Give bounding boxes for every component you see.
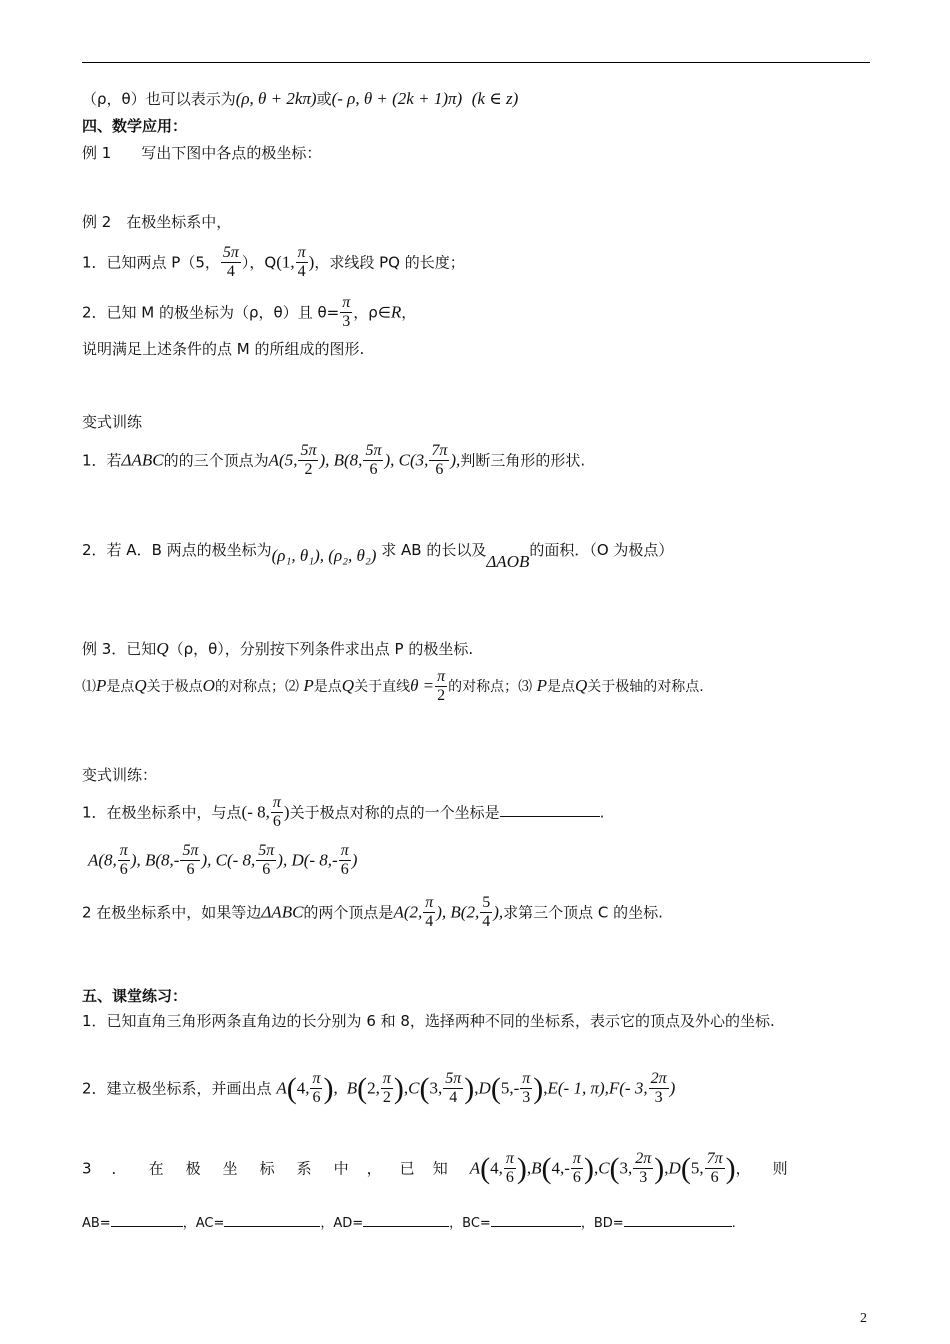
formula: Q xyxy=(575,675,588,695)
text: ，AD= xyxy=(320,1216,364,1231)
formula: ), B(8, xyxy=(319,450,363,470)
numerator: π xyxy=(340,294,352,313)
paren: ( xyxy=(541,1151,552,1185)
formula: Q xyxy=(341,675,355,695)
fraction xyxy=(180,842,200,880)
text: ⑵ xyxy=(284,678,299,695)
fraction xyxy=(480,894,492,932)
formula: ), xyxy=(450,450,461,470)
answer-blank-bd[interactable] xyxy=(624,1212,732,1227)
denominator: 6 xyxy=(340,861,349,879)
option-a: A(8, xyxy=(88,850,117,870)
text: 2．建立极坐标系，并画出点 xyxy=(82,1079,272,1098)
text: 坐 xyxy=(222,1159,238,1178)
answer-blank-ac[interactable] xyxy=(224,1212,320,1227)
formula: ), xyxy=(493,902,504,922)
fraction xyxy=(340,294,352,332)
practice-2: 2．建立极坐标系，并画出点 A(4, $\frac{\pi}{6}$ ), B(2, $\frac{\pi}{2}$ ),C(3, $\frac{5\pi}{4}$ ),D(5,- $\frac{\pi}{3}$ ),E(- 1, π),F(- 3, $\frac{2\pi}{3}$ ) xyxy=(82,1070,676,1107)
fraction xyxy=(271,794,283,832)
text: ， xyxy=(366,1159,382,1178)
denominator: 2 xyxy=(437,687,446,705)
formula: A xyxy=(469,1158,481,1178)
formula: P xyxy=(96,675,107,695)
denominator: 6 xyxy=(312,1089,321,1107)
fraction xyxy=(443,1070,463,1108)
denominator: 6 xyxy=(369,461,378,479)
text: ，AC= xyxy=(182,1216,225,1231)
example-2: 例 2 在极坐标系中， xyxy=(82,213,232,231)
formula: (ρ₁, θ₁), (ρ₂, θ₂) xyxy=(271,546,377,565)
text: 在 xyxy=(148,1159,164,1178)
numerator: π xyxy=(296,244,308,263)
formula: 4,- xyxy=(551,1158,570,1178)
practice-3: 3 ． 在 极 坐 标 系 中 ， 已 知 A(4, $\frac{\pi}{6}$ ),B(4,- $\frac{\pi}{6}$ ),C(3, $\frac{2\pi}{3}$ ),D(5, $\frac{7\pi}{6}$ )， 则 xyxy=(82,1150,788,1187)
paren: ) xyxy=(533,1071,544,1105)
formula: ), B(2, xyxy=(436,902,480,922)
formula: F(- 3, xyxy=(608,1078,648,1098)
denominator: 4 xyxy=(449,1089,458,1107)
formula: R xyxy=(390,302,402,322)
fraction xyxy=(423,894,435,932)
variant-2-options xyxy=(88,842,357,880)
formula: P xyxy=(303,675,314,695)
text: 1．已知两点 P（5， xyxy=(82,253,220,272)
paren: ) xyxy=(583,1151,594,1185)
formula: A xyxy=(276,1078,287,1098)
text: 例 3．已知 xyxy=(82,640,157,658)
text: 的面积．（O 为极点） xyxy=(529,541,674,559)
text: 的的三个顶点为 xyxy=(163,451,269,470)
formula: ΔABC xyxy=(121,450,164,470)
paren: ( xyxy=(680,1151,691,1185)
variant-training-heading-2: 变式训练： xyxy=(82,766,158,784)
formula: ) xyxy=(351,850,358,870)
text: 极 xyxy=(185,1159,201,1178)
numerator: π xyxy=(381,1070,393,1089)
text: 标 xyxy=(259,1159,275,1178)
formula: 2, xyxy=(367,1078,380,1098)
formula: A(2, xyxy=(393,902,423,922)
paren: ) xyxy=(725,1151,736,1185)
text: ，求线段 PQ 的长度； xyxy=(314,253,465,272)
text: 的对称点； xyxy=(214,678,285,695)
formula: 3, xyxy=(619,1158,633,1178)
text: . xyxy=(599,803,605,822)
text: ，ρ∈ xyxy=(353,303,391,322)
text: 关于极点 xyxy=(146,678,203,695)
numerator: 2π xyxy=(649,1070,669,1089)
text: 是点 xyxy=(313,678,342,695)
numerator: 5π xyxy=(221,244,241,263)
formula: 4, xyxy=(296,1078,310,1098)
denominator: 6 xyxy=(710,1169,719,1187)
fraction xyxy=(504,1150,516,1188)
option-d: ), D(- 8,- xyxy=(277,850,338,870)
page-number: 2 xyxy=(860,1311,867,1326)
formula: C xyxy=(408,1078,420,1098)
text: 2．已知 M 的极坐标为（ρ，θ）且 θ= xyxy=(82,303,340,322)
text: 是点 xyxy=(547,678,576,695)
numerator: 7π xyxy=(429,442,449,461)
paren: ) xyxy=(516,1151,527,1185)
formula: ) xyxy=(283,802,290,822)
formula: B xyxy=(531,1158,542,1178)
numerator: 5π xyxy=(443,1070,463,1089)
formula: C xyxy=(598,1158,610,1178)
text: （ρ，θ）也可以表示为 xyxy=(82,90,236,108)
polar-equivalence-line xyxy=(82,90,518,107)
formula: (1, xyxy=(276,252,295,272)
section-heading-4: 四、数学应用： xyxy=(82,117,188,135)
variant-2-item-1 xyxy=(82,794,604,832)
header-rule xyxy=(82,62,870,63)
text: ⑴ xyxy=(82,678,96,695)
example-2-item-1 xyxy=(82,244,465,282)
text: （ρ，θ），分别按下列条件求出点 P 的极坐标. xyxy=(168,640,474,658)
numerator: 2π xyxy=(633,1150,653,1169)
denominator: 4 xyxy=(482,913,491,931)
fraction xyxy=(310,1070,322,1108)
text: 2 在极坐标系中，如果等边 xyxy=(82,903,262,922)
formula: ΔAOB xyxy=(486,552,530,571)
text: ． xyxy=(111,1159,127,1178)
denominator: 3 xyxy=(342,313,351,331)
answer-blank-ab[interactable] xyxy=(111,1212,183,1227)
paren: ( xyxy=(480,1151,491,1185)
fraction xyxy=(435,668,447,706)
paren: ( xyxy=(419,1071,430,1105)
example-2-item-2 xyxy=(82,294,416,332)
text: ， xyxy=(401,303,417,322)
numerator: π xyxy=(423,894,435,913)
text: 是点 xyxy=(106,678,135,695)
fraction xyxy=(256,842,276,880)
numerator: 5π xyxy=(256,842,276,861)
denominator: 4 xyxy=(297,263,306,281)
denominator: 3 xyxy=(639,1169,648,1187)
text: ⑶ xyxy=(518,678,533,695)
variant-1-item-1 xyxy=(82,442,585,480)
denominator: 2 xyxy=(382,1089,391,1107)
text: 则 xyxy=(772,1159,788,1178)
denominator: 3 xyxy=(522,1089,531,1107)
numerator: 5π xyxy=(363,442,383,461)
fraction xyxy=(339,842,351,880)
formula: B xyxy=(346,1078,358,1098)
formula: (- ρ, θ + (2k + 1)π) xyxy=(331,89,463,108)
answer-blank[interactable] xyxy=(500,802,600,817)
formula: D xyxy=(478,1078,491,1098)
text: 1．在极坐标系中，与点 xyxy=(82,803,242,822)
numerator: 5π xyxy=(180,842,200,861)
text: 求 AB 的长以及 xyxy=(381,541,487,559)
paren: ) xyxy=(393,1071,404,1105)
formula: (- 8, xyxy=(241,802,270,822)
paren: ( xyxy=(609,1151,620,1185)
practice-3-blanks xyxy=(82,1212,736,1230)
text: 已 xyxy=(399,1159,415,1178)
formula: Q xyxy=(156,639,169,658)
formula: 3, xyxy=(429,1078,443,1098)
formula: ΔABC xyxy=(261,902,304,922)
numerator: π xyxy=(435,668,447,687)
formula: 4, xyxy=(490,1158,503,1178)
fraction xyxy=(705,1150,725,1188)
formula: O xyxy=(202,675,215,695)
formula: (k ∈ z) xyxy=(471,89,519,108)
text: 知 xyxy=(432,1159,448,1178)
text: 1．若 xyxy=(82,451,122,470)
variant-1-item-2 xyxy=(82,541,674,571)
denominator: 3 xyxy=(654,1089,663,1107)
text: 中 xyxy=(333,1159,349,1178)
fraction xyxy=(429,442,449,480)
formula: ), C(3, xyxy=(384,450,429,470)
fraction xyxy=(520,1070,532,1108)
denominator: 6 xyxy=(272,813,281,831)
formula: Q xyxy=(134,675,147,695)
formula: θ = xyxy=(410,675,435,695)
text: . xyxy=(731,1216,736,1231)
text: ，BC= xyxy=(449,1216,491,1231)
numerator: π xyxy=(520,1070,532,1089)
answer-blank-bc[interactable] xyxy=(491,1212,581,1227)
practice-1: 1．已知直角三角形两条直角边的长分别为 6 和 8，选择两种不同的坐标系，表示它的顶点及外心的坐标. xyxy=(82,1012,775,1030)
variant-2-item-2 xyxy=(82,894,663,932)
text: 关于直线 xyxy=(354,678,411,695)
denominator: 6 xyxy=(186,861,195,879)
text: 系 xyxy=(296,1159,312,1178)
paren: ( xyxy=(286,1071,297,1105)
denominator: 2 xyxy=(304,461,313,479)
fraction xyxy=(118,842,130,880)
text: ，BD= xyxy=(580,1216,624,1231)
numerator: 5 xyxy=(480,894,492,913)
numerator: π xyxy=(339,842,351,861)
denominator: 6 xyxy=(262,861,271,879)
paren: ( xyxy=(357,1071,368,1105)
denominator: 6 xyxy=(119,861,128,879)
paren: ) xyxy=(654,1151,665,1185)
text: 关于极点对称的点的一个坐标是 xyxy=(289,803,500,822)
text: AB= xyxy=(82,1216,111,1231)
formula: D xyxy=(668,1158,681,1178)
fraction xyxy=(649,1070,669,1108)
denominator: 4 xyxy=(226,263,235,281)
option-c: ), C(- 8, xyxy=(201,850,256,870)
numerator: π xyxy=(571,1150,583,1169)
fraction xyxy=(298,442,318,480)
formula: 5,- xyxy=(500,1078,520,1098)
text: 或 xyxy=(316,90,332,108)
text: ， xyxy=(735,1159,751,1178)
denominator: 6 xyxy=(435,461,444,479)
example-2-item-3: 说明满足上述条件的点 M 的所组成的图形. xyxy=(82,340,365,358)
numerator: π xyxy=(271,794,283,813)
denominator: 6 xyxy=(572,1169,581,1187)
text: 的对称点； xyxy=(448,678,519,695)
formula: E(- 1, π), xyxy=(547,1078,609,1098)
fraction xyxy=(363,442,383,480)
numerator: π xyxy=(504,1150,516,1169)
fraction xyxy=(571,1150,583,1188)
formula: 5, xyxy=(690,1158,704,1178)
section-heading-5: 五、课堂练习： xyxy=(82,987,188,1005)
denominator: 6 xyxy=(505,1169,514,1187)
paren: ) xyxy=(464,1071,475,1105)
paren: ( xyxy=(490,1071,501,1105)
example-3-items xyxy=(82,668,704,706)
answer-blank-ad[interactable] xyxy=(363,1212,449,1227)
text: 3 xyxy=(82,1159,92,1178)
fraction xyxy=(221,244,241,282)
formula: (ρ, θ + 2kπ) xyxy=(235,89,317,108)
text: 2．若 A．B 两点的极坐标为 xyxy=(82,541,272,559)
formula: A(5, xyxy=(268,450,298,470)
fraction xyxy=(633,1150,653,1188)
numerator: 7π xyxy=(705,1150,725,1169)
text: 关于极轴的对称点. xyxy=(587,678,704,695)
text: ），Q xyxy=(241,253,277,272)
paren: ) xyxy=(323,1071,334,1105)
fraction xyxy=(381,1070,393,1108)
variant-training-heading-1: 变式训练 xyxy=(82,413,143,431)
numerator: π xyxy=(310,1070,322,1089)
example-1: 例 1 写出下图中各点的极坐标： xyxy=(82,144,322,162)
formula: ) xyxy=(669,1078,676,1098)
text: 求第三个顶点 C 的坐标. xyxy=(503,903,663,922)
formula: ) xyxy=(308,252,315,272)
denominator: 4 xyxy=(425,913,434,931)
numerator: π xyxy=(118,842,130,861)
text: 判断三角形的形状. xyxy=(460,451,586,470)
text: 的两个顶点是 xyxy=(303,903,394,922)
option-b: ), B(8,- xyxy=(130,850,180,870)
fraction xyxy=(296,244,308,282)
numerator: 5π xyxy=(298,442,318,461)
formula: P xyxy=(536,675,548,695)
example-3 xyxy=(82,640,473,657)
